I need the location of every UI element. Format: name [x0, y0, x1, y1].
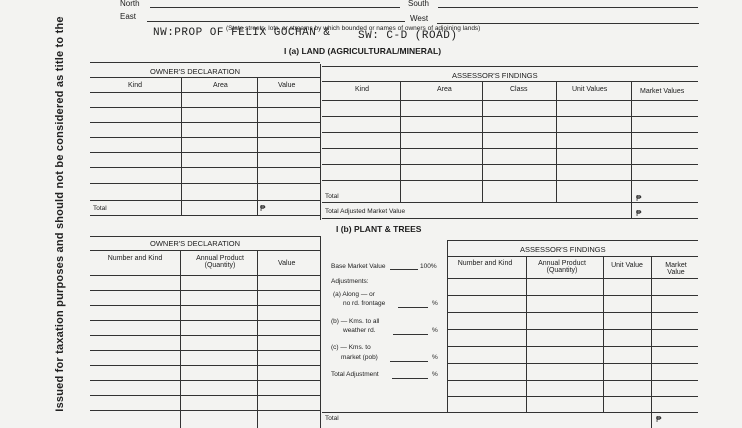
plant-assess-r5 — [447, 346, 698, 347]
plant-assess-v3 — [651, 256, 652, 428]
land-owner-r7 — [90, 183, 320, 184]
land-owner-header: OWNER'S DECLARATION — [150, 67, 241, 76]
land-owner-r1 — [90, 92, 320, 93]
land-owner-total-label: Total — [93, 205, 107, 212]
plant-owner-top — [90, 236, 320, 237]
plant-assess-col-product: Annual Product (Quantity) — [538, 260, 586, 274]
base-market-pct: 100% — [420, 263, 437, 270]
adj-c-line1: (c) — Kms. to — [331, 344, 371, 351]
adj-a-line1: (a) Along — or — [333, 291, 375, 298]
adj-c-pct: % — [432, 354, 438, 361]
land-assess-r2 — [322, 116, 698, 117]
plant-owner-r5 — [90, 335, 320, 336]
land-assess-r3 — [322, 132, 698, 133]
land-assess-v4 — [631, 81, 632, 218]
plant-assess-r8 — [447, 396, 698, 397]
land-owner-col-value: Value — [278, 82, 296, 89]
adj-a-line — [398, 307, 428, 308]
adj-b-line1: (b) — Kms. to all — [331, 318, 380, 325]
plant-assess-hdr-line — [447, 256, 698, 257]
land-assess-hdr-line — [322, 81, 698, 82]
land-divider — [320, 64, 321, 220]
south-label: South — [408, 0, 429, 8]
plant-assess-header: ASSESSOR'S FINDINGS — [520, 245, 606, 254]
plant-owner-r2 — [90, 290, 320, 291]
land-adjusted-label: Total Adjusted Market Value — [325, 208, 406, 215]
plant-assess-r6 — [447, 363, 698, 364]
adjustments-heading: Adjustments: — [331, 278, 369, 285]
land-assess-col-market: Market Values — [640, 88, 685, 95]
plant-total-peso: ₱ — [656, 415, 662, 424]
plant-owner-r10 — [90, 410, 320, 411]
plant-assess-col-market: Market Value — [665, 262, 687, 276]
land-owner-r6 — [90, 167, 320, 168]
land-owner-r2 — [90, 107, 320, 108]
adj-b-line2: weather rd. — [343, 327, 376, 334]
plant-assess-r1 — [447, 278, 698, 279]
section-land-title: I (a) LAND (AGRICULTURAL/MINERAL) — [284, 46, 442, 56]
east-label: East — [120, 12, 137, 21]
land-owner-r8 — [90, 200, 320, 201]
land-owner-col-area: Area — [213, 82, 228, 89]
south-line — [438, 7, 698, 8]
total-adjustment-line — [392, 378, 428, 379]
land-assess-col-unit: Unit Values — [572, 86, 608, 93]
land-assess-total-peso: ₱ — [636, 194, 642, 203]
base-market-label: Base Market Value — [331, 263, 386, 270]
land-assess-header: ASSESSOR'S FINDINGS — [452, 71, 538, 80]
plant-assess-r4 — [447, 329, 698, 330]
plant-owner-col-kind: Number and Kind — [107, 255, 163, 262]
plant-assess-r2 — [447, 295, 698, 296]
east-line — [147, 21, 405, 22]
adj-a-line2: no rd. frontage — [343, 300, 386, 307]
adj-b-pct: % — [432, 327, 438, 334]
west-line — [437, 23, 699, 24]
land-adjusted-peso: ₱ — [636, 209, 642, 218]
typed-entry-right: SW: C-D (ROAD) — [358, 30, 458, 42]
plant-owner-r8 — [90, 380, 320, 381]
plant-owner-hdr-line — [90, 250, 320, 251]
plant-owner-r3 — [90, 305, 320, 306]
land-owner-r4 — [90, 137, 320, 138]
land-assess-col-kind: Kind — [355, 86, 370, 93]
plant-assess-col-kind: Number and Kind — [457, 260, 513, 267]
west-label: West — [410, 14, 429, 23]
typed-entry-left: NW:PROP OF FELIX GOCHAN & — [153, 27, 331, 39]
land-owner-v2 — [257, 77, 258, 216]
plant-assess-v1 — [526, 256, 527, 412]
side-disclaimer: Issued for taxation purposes and should not be considered as title to the — [54, 16, 66, 412]
plant-total-label: Total — [325, 415, 339, 422]
plant-total-line — [322, 412, 698, 413]
land-owner-col-kind: Kind — [128, 82, 143, 89]
land-assess-r6 — [322, 180, 698, 181]
land-assess-bottom — [322, 218, 698, 219]
adj-a-pct: % — [432, 300, 438, 307]
base-market-line — [390, 269, 418, 270]
adj-b-line — [393, 334, 428, 335]
north-label: North — [120, 0, 140, 8]
plant-assess-r7 — [447, 380, 698, 381]
plant-owner-r7 — [90, 365, 320, 366]
land-assess-col-class: Class — [510, 86, 528, 93]
adj-c-line2: market (pob) — [341, 354, 378, 361]
section-plants-title: I (b) PLANT & TREES — [336, 224, 422, 234]
plant-owner-r6 — [90, 350, 320, 351]
plant-assess-r3 — [447, 312, 698, 313]
plant-owner-r1 — [90, 275, 320, 276]
total-adjustment-label: Total Adjustment — [331, 371, 379, 378]
land-assess-r5 — [322, 164, 698, 165]
plant-owner-header: OWNER'S DECLARATION — [150, 239, 241, 248]
land-assess-top — [322, 66, 698, 67]
plant-divider — [320, 236, 321, 428]
north-line — [150, 7, 400, 8]
land-assess-total-label: Total — [325, 193, 339, 200]
land-owner-total-peso: ₱ — [260, 204, 266, 213]
plant-owner-r9 — [90, 395, 320, 396]
land-owner-r5 — [90, 152, 320, 153]
land-assess-r7 — [322, 202, 698, 203]
land-assess-col-area: Area — [437, 86, 452, 93]
plant-assess-top — [447, 240, 698, 241]
boundaries-note: (State streets, lots, or streams by which bounded or names of owners of adjoining lands) — [226, 25, 481, 32]
land-owner-hdr-line — [90, 77, 320, 78]
plant-assess-v2 — [603, 256, 604, 412]
plant-owner-v2 — [257, 250, 258, 428]
plant-owner-col-product: Annual Product (Quantity) — [196, 255, 244, 269]
plant-owner-col-value: Value — [278, 260, 296, 267]
land-owner-top — [90, 62, 320, 63]
total-adjustment-pct: % — [432, 371, 438, 378]
adj-c-line — [390, 361, 428, 362]
plant-assess-col-unit: Unit Value — [611, 262, 643, 269]
land-assess-r4 — [322, 148, 698, 149]
land-owner-r3 — [90, 122, 320, 123]
plant-assess-left — [447, 240, 448, 412]
plant-owner-v1 — [180, 250, 181, 428]
land-owner-bottom — [90, 215, 320, 216]
land-assess-r1 — [322, 100, 698, 101]
plant-owner-r4 — [90, 320, 320, 321]
land-owner-v1 — [181, 77, 182, 216]
